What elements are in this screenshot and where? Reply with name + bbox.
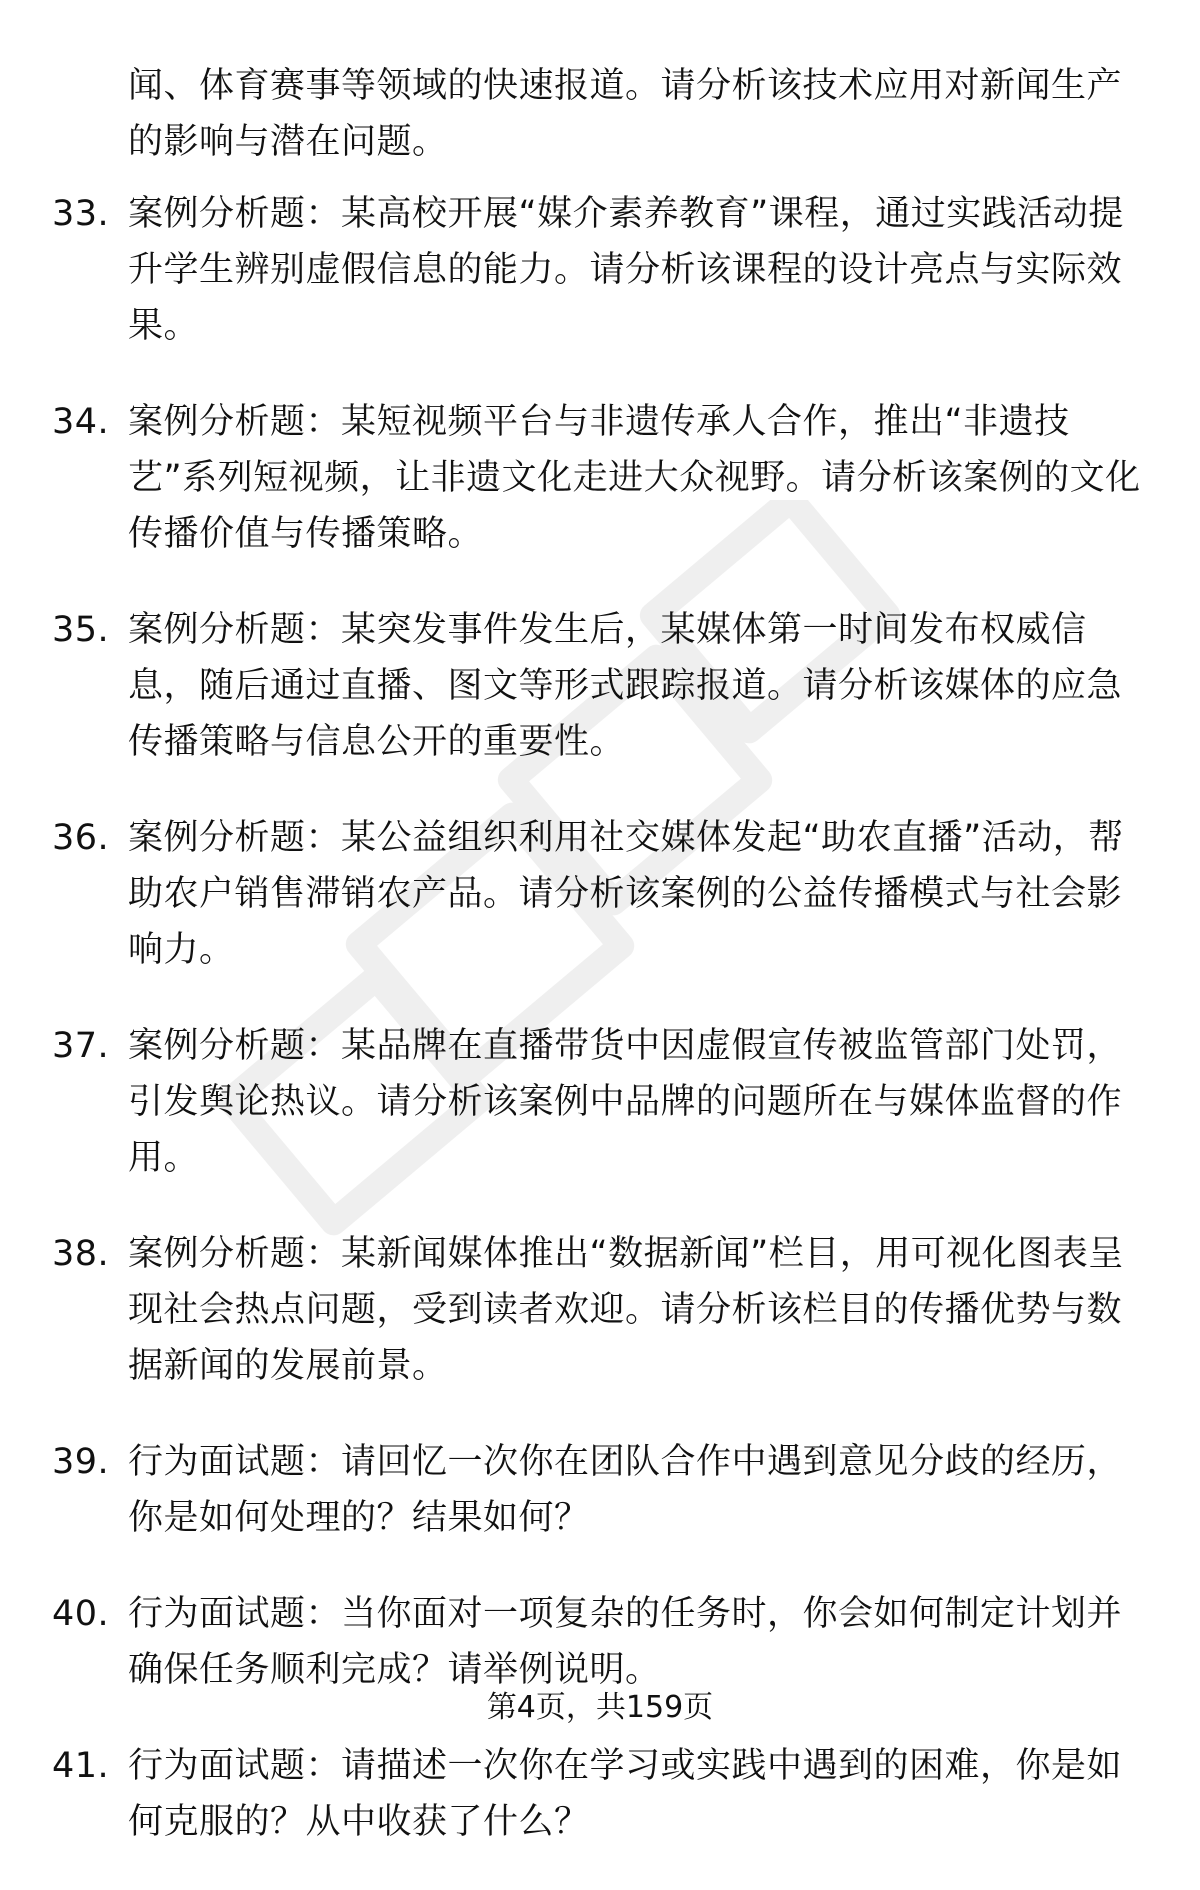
question-number: 36. — [52, 818, 110, 858]
question-text: 案例分析题：某新闻媒体推出“数据新闻”栏目，用可视化图表呈现社会热点问题，受到读者欢迎。请分析该栏目的传播优势与数据新闻的发展前景。 — [128, 1234, 1124, 1386]
question-text: 行为面试题：请回忆一次你在团队合作中遇到意见分歧的经历，你是如何处理的？结果如何？ — [128, 1442, 1123, 1538]
question-text: 行为面试题：请描述一次你在学习或实践中遇到的困难，你是如何克服的？从中收获了什么？ — [128, 1746, 1123, 1842]
question-item — [0, 1226, 1148, 1394]
question-number: 34. — [52, 402, 110, 442]
question-text: 案例分析题：某品牌在直播带货中因虚假宣传被监管部门处罚，引发舆论热议。请分析该案例中品牌的问题所在与媒体监督的作用。 — [128, 1026, 1123, 1178]
question-item — [0, 1434, 1148, 1546]
continuation-paragraph: 闻、体育赛事等领域的快速报道。请分析该技术应用对新闻生产的影响与潜在问题。 — [128, 66, 1123, 162]
question-item — [0, 810, 1148, 978]
question-text: 案例分析题：某突发事件发生后，某媒体第一时间发布权威信息，随后通过直播、图文等形式跟踪报道。请分析该媒体的应急传播策略与信息公开的重要性。 — [128, 610, 1123, 762]
question-number: 38. — [52, 1234, 110, 1274]
question-number: 33. — [52, 194, 110, 234]
question-list — [0, 186, 1200, 1890]
question-text: 行为面试题：当你面对一项复杂的任务时，你会如何制定计划并确保任务顺利完成？请举例说明。 — [128, 1594, 1123, 1690]
question-number: 39. — [52, 1442, 110, 1482]
question-number: 40. — [52, 1594, 110, 1634]
question-text: 案例分析题：某短视频平台与非遗传承人合作，推出“非遗技艺”系列短视频，让非遗文化走进大众视野。请分析该案例的文化传播价值与传播策略。 — [128, 402, 1141, 554]
question-text: 案例分析题：某公益组织利用社交媒体发起“助农直播”活动，帮助农户销售滞销农产品。请分析该案例的公益传播模式与社会影响力。 — [128, 818, 1124, 970]
question-item — [0, 1586, 1148, 1698]
question-item — [0, 1018, 1148, 1186]
question-item — [0, 186, 1148, 354]
question-item — [0, 394, 1148, 562]
question-number: 37. — [52, 1026, 110, 1066]
question-number: 35. — [52, 610, 110, 650]
question-number: 41. — [52, 1746, 110, 1786]
question-item — [0, 602, 1148, 770]
question-text: 案例分析题：某高校开展“媒介素养教育”课程，通过实践活动提升学生辨别虚假信息的能力。请分析该课程的设计亮点与实际效果。 — [128, 194, 1124, 346]
page-number-footer: 第4页，共159页 — [486, 1690, 714, 1725]
